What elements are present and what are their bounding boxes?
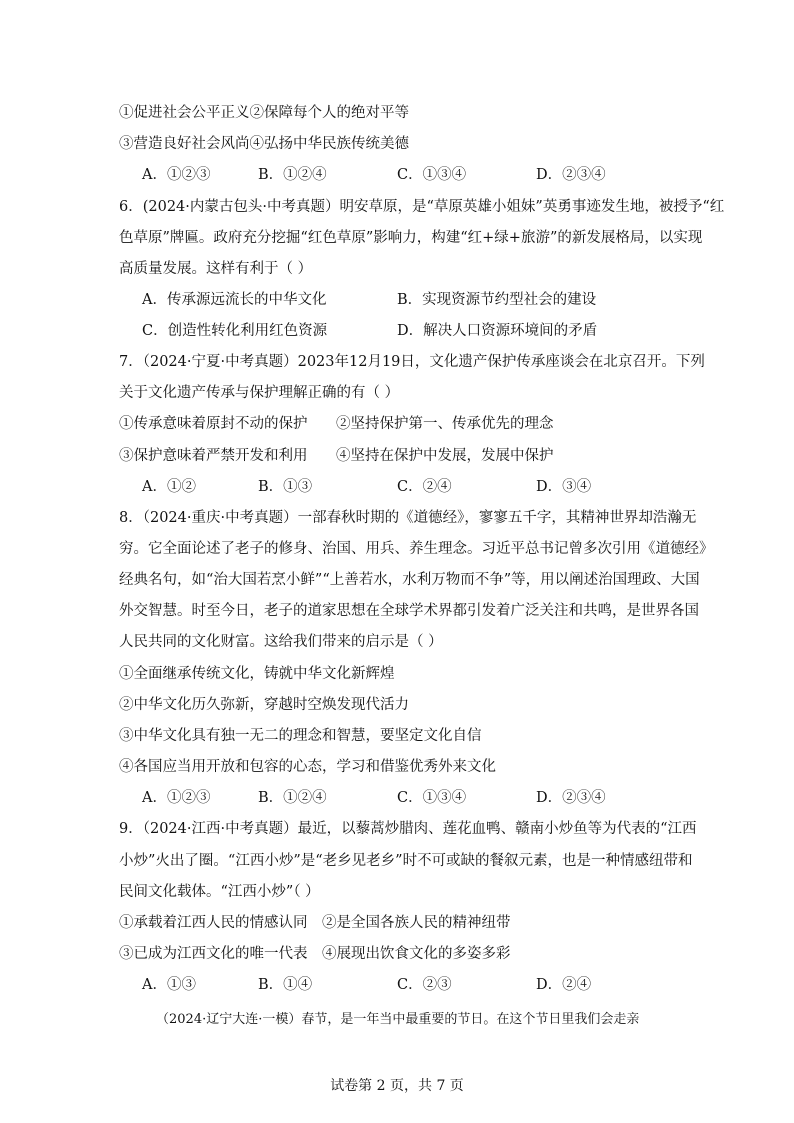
q7-stem-line-1: 7．（2024·宁夏·中考真题）2023年12月19日，文化遗产保护传承座谈会在北京召开。下列 <box>119 354 705 370</box>
q8-stem-line-5: 人民共同的文化财富。这给我们带来的启示是（ ） <box>119 634 443 650</box>
q7-stem-line-2: 关于文化遗产传承与保护理解正确的有（ ） <box>119 385 400 401</box>
q7-statement-1: ①传承意味着原封不动的保护 <box>119 416 308 432</box>
q7-statement-2: ②坚持保护第一、传承优先的理念 <box>336 416 554 432</box>
q10-intro-line: （2024·辽宁大连·一模）春节，是一年当中最重要的节日。在这个节日里我们会走亲 <box>156 1012 640 1027</box>
q7-option-b: B．①③ <box>258 479 313 495</box>
q6-option-d: D．解决人口资源环境间的矛盾 <box>397 323 598 339</box>
q8-option-d: D．②③④ <box>536 790 606 806</box>
q9-stem-line-3: 民间文化载体。“江西小炒”（ ） <box>119 884 320 900</box>
q8-stem-line-4: 外交智慧。时至今日，老子的道家思想在全球学术界都引发着广泛关注和共鸣，是世界各国 <box>119 603 699 619</box>
q8-statement-4: ④各国应当用开放和包容的心态，学习和借鉴优秀外来文化 <box>119 759 496 775</box>
q8-stem-line-1: 8．（2024·重庆·中考真题）一部春秋时期的《道德经》，寥寥五千字，其精神世界却浩瀚无 <box>119 510 697 526</box>
q9-option-c: C．②③ <box>397 977 452 993</box>
q5-option-c: C．①③④ <box>397 167 467 183</box>
q8-option-b: B．①②④ <box>258 790 327 806</box>
q7-option-d: D．③④ <box>536 479 592 495</box>
q8-option-c: C．①③④ <box>397 790 467 806</box>
q6-stem-line-3: 高质量发展。这样有利于（ ） <box>119 261 313 277</box>
q9-statement-1: ①承载着江西人民的情感认同 <box>119 915 308 931</box>
q6-stem-line-1: 6．(2024·内蒙古包头·中考真题）明安草原，是“草原英雄小姐妹”英勇事迹发生地，被授予“红 <box>119 199 725 215</box>
q7-option-a: A．①② <box>142 479 196 495</box>
q8-stem-line-3: 经典名句，如“治大国若烹小鲜”“上善若水，水利万物而不争”等，用以阐述治国理政、大国 <box>119 572 700 588</box>
q5-statement-line-2: ③营造良好社会风尚④弘扬中华民族传统美德 <box>119 136 409 152</box>
q9-stem-line-1: 9．（2024·江西·中考真题）最近，以藜蒿炒腊肉、莲花血鸭、赣南小炒鱼等为代表的“江西 <box>119 821 697 837</box>
q8-statement-3: ③中华文化具有独一无二的理念和智慧，要坚定文化自信 <box>119 728 482 744</box>
q9-option-d: D．②④ <box>536 977 592 993</box>
q8-option-a: A．①②③ <box>142 790 211 806</box>
q9-option-b: B．①④ <box>258 977 313 993</box>
q7-statement-3: ③保护意味着严禁开发和利用 <box>119 448 308 464</box>
q5-option-d: D．②③④ <box>536 167 606 183</box>
q9-statement-4: ④展现出饮食文化的多姿多彩 <box>322 946 511 962</box>
q6-option-c: C．创造性转化利用红色资源 <box>142 323 328 339</box>
q9-statement-3: ③已成为江西文化的唯一代表 <box>119 946 308 962</box>
q6-option-b: B．实现资源节约型社会的建设 <box>397 292 597 308</box>
q6-option-a: A．传承源远流长的中华文化 <box>142 292 327 308</box>
q8-stem-line-2: 穷。它全面论述了老子的修身、治国、用兵、养生理念。习近平总书记曾多次引用《道德经》 <box>119 541 714 557</box>
q9-option-a: A．①③ <box>142 977 196 993</box>
q6-stem-line-2: 色草原”牌匾。政府充分挖掘“红色草原”影响力，构建“红+绿+旅游”的新发展格局，以实现 <box>119 230 703 246</box>
q8-statement-1: ①全面继承传统文化，铸就中华文化新辉煌 <box>119 666 395 682</box>
q7-option-c: C．②④ <box>397 479 452 495</box>
q9-statement-2: ②是全国各族人民的精神纽带 <box>322 915 511 931</box>
q5-option-a: A．①②③ <box>142 167 211 183</box>
q9-stem-line-2: 小炒”火出了圈。“江西小炒”是“老乡见老乡”时不可或缺的餐叙元素，也是一种情感纽带和 <box>119 853 693 869</box>
q8-statement-2: ②中华文化历久弥新，穿越时空焕发现代活力 <box>119 697 409 713</box>
q5-option-b: B．①②④ <box>258 167 327 183</box>
page-footer: 试卷第 2 页，共 7 页 <box>330 1078 464 1094</box>
q7-statement-4: ④坚持在保护中发展，发展中保护 <box>336 448 554 464</box>
q5-statement-line-1: ①促进社会公平正义②保障每个人的绝对平等 <box>119 105 409 121</box>
